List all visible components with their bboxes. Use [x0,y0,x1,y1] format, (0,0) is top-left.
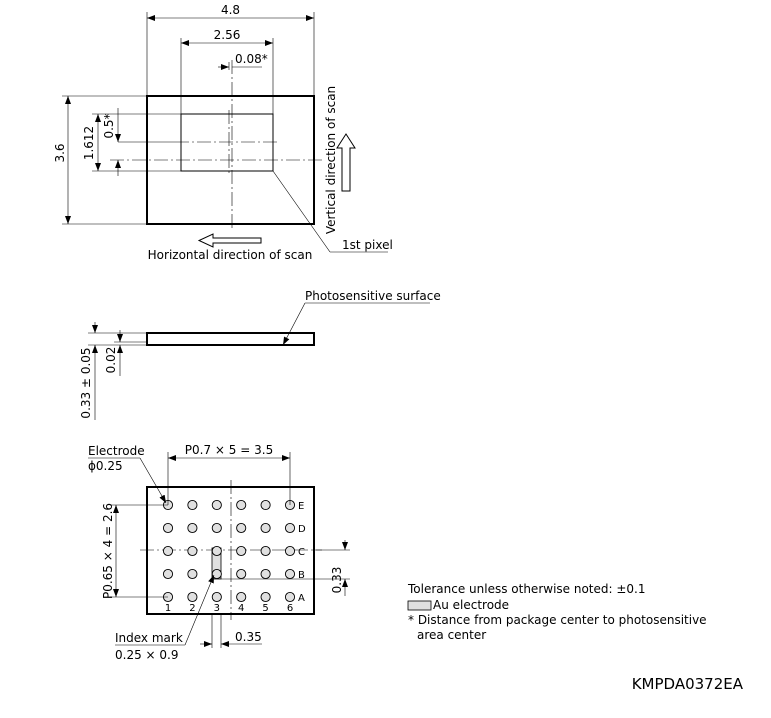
electrode-pad-E5 [261,500,270,509]
electrode-pad-C3 [212,546,221,555]
dim-offset: 0.02 [104,346,118,374]
electrode-pad-A2 [188,592,197,601]
electrode-pad-D3 [212,523,221,532]
electrode-pad-B6 [285,569,294,578]
electrode-pad-B4 [237,569,246,578]
column-label-6: 6 [286,603,294,614]
label-first-pixel: 1st pixel [342,238,393,252]
label-electrode: Electrode [88,444,145,458]
column-label-2: 2 [189,603,196,614]
row-label-B: B [298,570,305,581]
row-label-D: D [298,524,306,535]
top-view [53,3,393,262]
package-outline-side [147,333,314,345]
electrode-pad-A6 [285,592,294,601]
electrode-pad-B1 [163,569,172,578]
electrode-pad-B2 [188,569,197,578]
au-electrode-swatch [408,601,431,610]
electrode-pad-E3 [212,500,221,509]
electrode-pad-E4 [237,500,246,509]
electrode-pad-C4 [237,546,246,555]
electrode-pad-D1 [163,523,172,532]
label-horizontal-scan: Horizontal direction of scan [147,248,313,262]
label-index-mark-size: 0.25 × 0.9 [115,648,179,662]
side-view [79,289,441,420]
dim-pitch-x: P0.7 × 5 = 3.5 [184,443,274,457]
note-tolerance: Tolerance unless otherwise noted: ±0.1 [408,582,646,596]
column-label-3: 3 [213,603,220,614]
notes [407,582,707,642]
electrode-pad-D5 [261,523,270,532]
electrode-pad-C1 [163,546,172,555]
electrode-pad-D6 [285,523,294,532]
electrode-pad-B5 [261,569,270,578]
bottom-view [88,443,350,662]
column-label-1: 1 [164,603,172,614]
label-photosensitive-surface: Photosensitive surface [305,289,441,303]
vertical-scan-arrow-icon [337,134,355,191]
electrode-pad-A4 [237,592,246,601]
row-label-E: E [298,501,305,512]
electrode-pad-C6 [285,546,294,555]
drawing-code: KMPDA0372EA [631,675,743,693]
label-index-mark: Index mark [115,631,183,645]
horizontal-scan-arrow-icon [199,234,261,247]
dim-offset-x: 0.08* [235,52,268,66]
electrode-pad-C5 [261,546,270,555]
electrode-pad-D4 [237,523,246,532]
dim-height: 3.6 [53,143,67,163]
column-label-5: 5 [262,603,269,614]
note-footnote-line2: area center [417,628,487,642]
label-electrode-diameter: ϕ0.25 [88,459,123,473]
note-au-electrode: Au electrode [433,598,510,612]
dim-pitch-y: P0.65 × 4 = 2.6 [101,502,115,600]
dim-035: 0.35 [235,630,262,644]
electrode-pad-B3 [212,569,221,578]
column-label-4: 4 [238,603,245,614]
dim-033: 0.33 [330,566,344,594]
electrode-pad-A5 [261,592,270,601]
dim-offset-y: 0.5* [102,113,116,139]
electrode-pad-A3 [212,592,221,601]
dim-active-width: 2.56 [213,28,241,42]
electrode-pad-C2 [188,546,197,555]
row-label-A: A [298,593,305,604]
dim-width: 4.8 [220,3,241,17]
dim-thickness: 0.33 ± 0.05 [79,347,93,419]
row-label-C: C [298,547,305,558]
electrode-pad-D2 [188,523,197,532]
note-footnote-line1: * Distance from package center to photosensitive [408,613,707,627]
dim-active-height: 1.612 [82,125,96,161]
label-vertical-scan: Vertical direction of scan [324,85,338,235]
electrode-pad-E2 [188,500,197,509]
